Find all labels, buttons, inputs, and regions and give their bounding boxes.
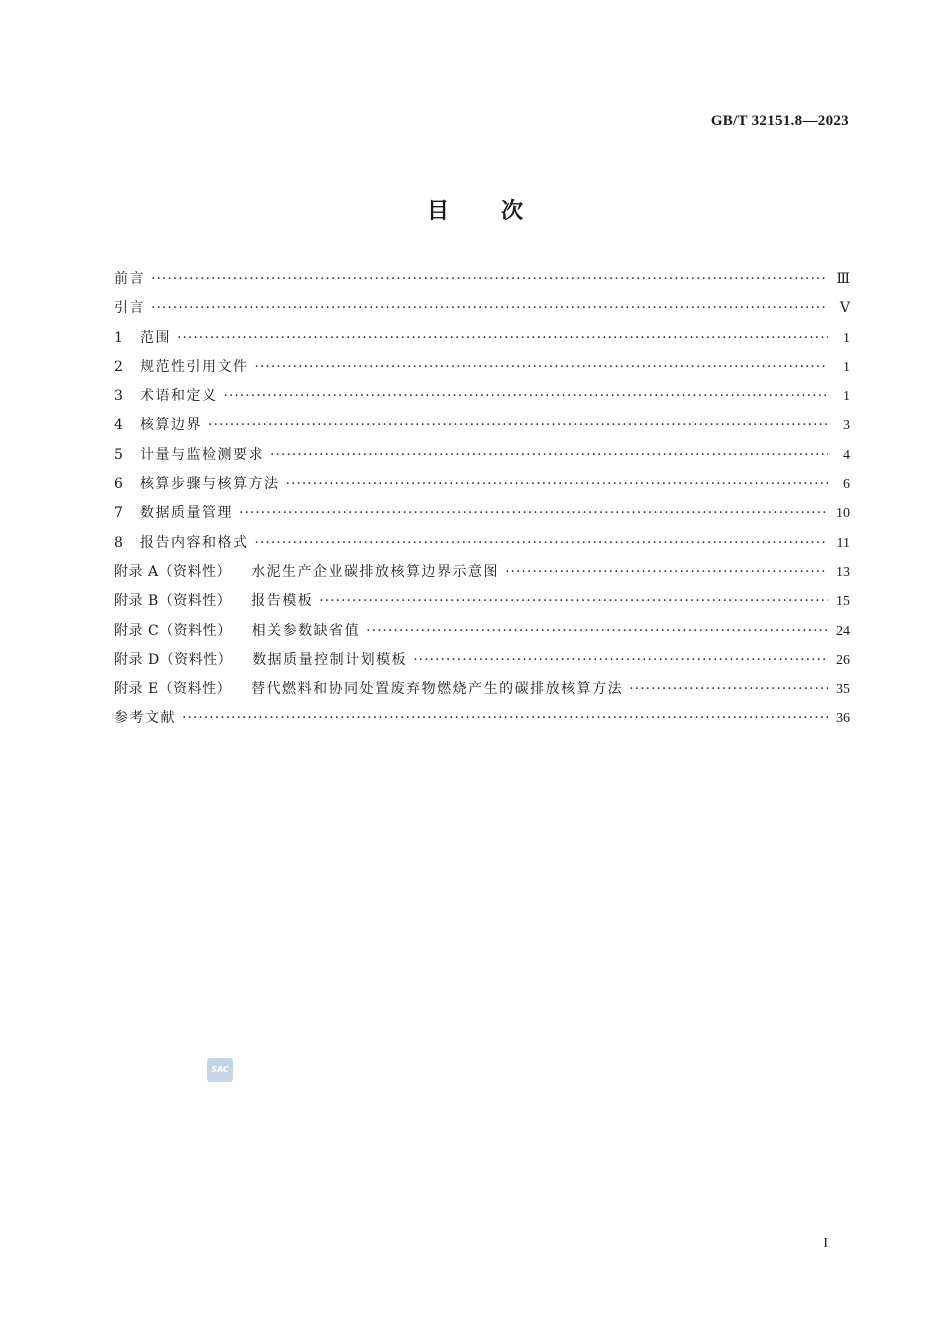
toc-entry[interactable] bbox=[114, 561, 850, 590]
toc-dot-leader bbox=[208, 417, 828, 433]
toc-entry-number: 1 bbox=[114, 329, 123, 346]
toc-entry[interactable] bbox=[114, 707, 850, 736]
document-code: GB/T 32151.8—2023 bbox=[710, 113, 849, 129]
toc-entry[interactable] bbox=[114, 327, 850, 356]
toc-entry[interactable] bbox=[114, 356, 850, 385]
toc-entry-number: 4 bbox=[114, 417, 123, 434]
toc-entry-number: 7 bbox=[114, 505, 123, 522]
toc-entry-title: 报告模板 bbox=[251, 593, 314, 610]
toc-entry-page: 13 bbox=[836, 564, 850, 580]
toc-entry[interactable] bbox=[114, 532, 850, 561]
toc-entry-number: 8 bbox=[114, 534, 123, 551]
toc-dot-leader bbox=[255, 535, 829, 551]
toc-entry-page: Ⅴ bbox=[839, 301, 850, 317]
toc-entry-title: 水泥生产企业碳排放核算边界示意图 bbox=[251, 563, 500, 580]
toc-entry-page: 10 bbox=[836, 506, 850, 522]
toc-dot-leader bbox=[239, 505, 828, 521]
toc-dot-leader bbox=[177, 330, 828, 346]
toc-entry-page: 1 bbox=[843, 359, 850, 375]
toc-entry[interactable] bbox=[114, 385, 850, 414]
toc-dot-leader bbox=[413, 652, 828, 668]
toc-dot-leader bbox=[319, 593, 828, 609]
toc-entry[interactable] bbox=[114, 590, 850, 619]
toc-dot-leader bbox=[151, 300, 828, 316]
toc-entry[interactable] bbox=[114, 678, 850, 707]
toc-entry-title: 数据质量控制计划模板 bbox=[252, 651, 408, 668]
toc-entry-page: 4 bbox=[843, 447, 850, 463]
toc-dot-leader bbox=[151, 271, 828, 287]
toc-entry-page: 26 bbox=[836, 652, 850, 668]
toc-entry-annex-prefix: 附录 B（资料性） bbox=[114, 593, 232, 610]
toc-dot-leader bbox=[182, 710, 828, 726]
toc-entry-title: 数据质量管理 bbox=[140, 505, 233, 522]
toc-entry-title: 前言 bbox=[114, 271, 145, 287]
toc-dot-leader bbox=[255, 359, 829, 375]
toc-entry-page: 1 bbox=[843, 389, 850, 405]
toc-entry-number: 2 bbox=[114, 358, 123, 375]
toc-entry[interactable] bbox=[114, 414, 850, 443]
toc-entry-title: 引言 bbox=[114, 300, 145, 317]
page-title: 目次 bbox=[426, 199, 575, 224]
page-number: I bbox=[823, 1236, 828, 1251]
toc-entry-title: 规范性引用文件 bbox=[140, 358, 249, 375]
table-of-contents bbox=[114, 268, 850, 737]
toc-entry-title: 计量与监检测要求 bbox=[140, 446, 264, 463]
toc-entry[interactable] bbox=[114, 473, 850, 502]
toc-entry[interactable] bbox=[114, 444, 850, 473]
toc-entry-annex-prefix: 附录 D（资料性） bbox=[114, 651, 233, 668]
toc-dot-leader bbox=[629, 681, 828, 697]
toc-entry[interactable] bbox=[114, 502, 850, 531]
toc-entry[interactable] bbox=[114, 649, 850, 678]
toc-entry-page: 15 bbox=[836, 594, 850, 610]
toc-entry-page: 35 bbox=[836, 682, 850, 698]
toc-entry-title: 替代燃料和协同处置废弃物燃烧产生的碳排放核算方法 bbox=[251, 681, 624, 698]
toc-entry-title: 范围 bbox=[140, 329, 171, 346]
sac-logo-watermark: SAC bbox=[207, 1058, 233, 1082]
toc-entry-page: 11 bbox=[836, 535, 850, 551]
toc-entry-page: 3 bbox=[843, 418, 850, 434]
toc-dot-leader bbox=[505, 564, 828, 580]
toc-entry-page: 1 bbox=[843, 330, 850, 346]
toc-entry-number: 3 bbox=[114, 388, 123, 405]
toc-entry-annex-prefix: 附录 C（资料性） bbox=[114, 622, 232, 639]
toc-entry[interactable] bbox=[114, 620, 850, 649]
toc-entry-number: 6 bbox=[114, 476, 123, 493]
toc-entry-annex-prefix: 附录 A（资料性） bbox=[114, 563, 232, 580]
toc-entry-title: 核算边界 bbox=[140, 417, 202, 434]
toc-entry-page: 24 bbox=[836, 623, 850, 639]
toc-entry-title: 核算步骤与核算方法 bbox=[140, 476, 280, 493]
toc-entry-title: 术语和定义 bbox=[140, 388, 218, 405]
toc-entry[interactable] bbox=[114, 297, 850, 326]
toc-entry-number: 5 bbox=[114, 446, 123, 463]
toc-dot-leader bbox=[224, 388, 829, 404]
toc-entry-page: Ⅲ bbox=[836, 272, 850, 287]
toc-entry[interactable] bbox=[114, 268, 850, 297]
toc-entry-title: 相关参数缺省值 bbox=[251, 622, 361, 639]
toc-dot-leader bbox=[366, 623, 828, 639]
toc-entry-annex-prefix: 附录 E（资料性） bbox=[114, 681, 232, 698]
toc-entry-title: 参考文献 bbox=[114, 710, 176, 727]
toc-entry-page: 6 bbox=[843, 477, 850, 493]
toc-dot-leader bbox=[286, 476, 829, 492]
toc-entry-title: 报告内容和格式 bbox=[140, 534, 249, 551]
toc-dot-leader bbox=[270, 447, 828, 463]
toc-entry-page: 36 bbox=[836, 711, 850, 727]
